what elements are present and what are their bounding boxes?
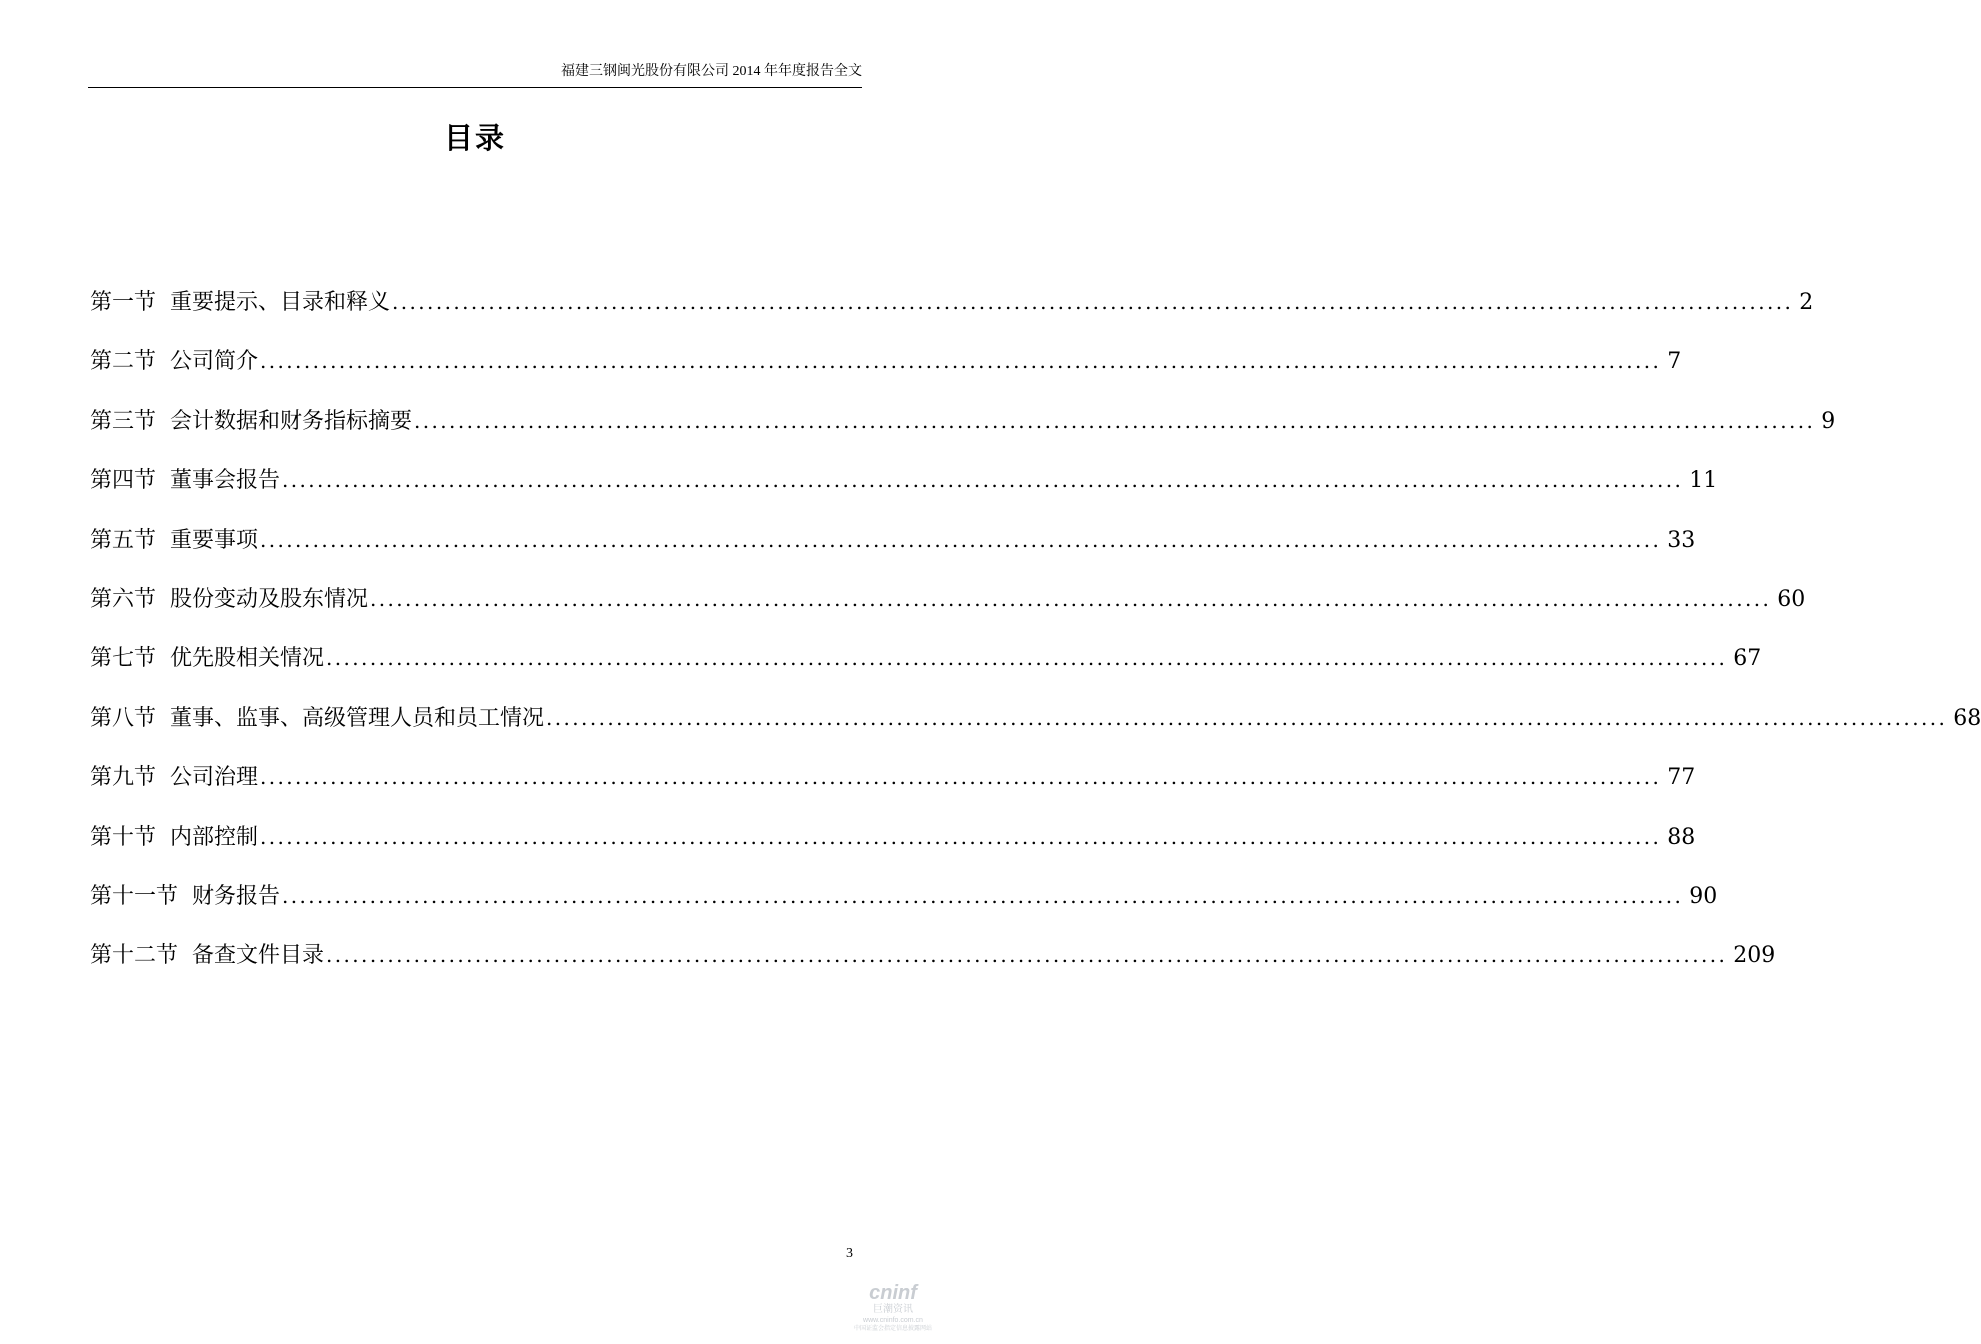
toc-page-number: 90 [1689, 883, 1718, 909]
toc-page-number: 88 [1667, 824, 1696, 850]
watermark-subtitle: 巨潮资讯 [873, 1304, 913, 1315]
watermark-logo: cninf [869, 1282, 917, 1304]
toc-section-number: 第七节 [90, 646, 157, 672]
toc-entry-4[interactable] [90, 460, 1718, 519]
running-header: 福建三钢闽光股份有限公司 2014 年年度报告全文 [561, 64, 862, 79]
page-title: 目录 [443, 121, 506, 155]
toc-entry-5[interactable] [90, 520, 1696, 579]
toc-section-number: 第一节 [90, 290, 157, 315]
toc-page-number: 33 [1667, 527, 1696, 553]
toc-section-title: 董事、监事、高级管理人员和员工情况 [170, 705, 545, 731]
toc-page-number: 2 [1799, 290, 1814, 315]
toc-section-number: 第五节 [90, 527, 157, 553]
header-divider [88, 87, 862, 88]
toc-page-number: 7 [1667, 349, 1682, 375]
toc-page-number: 209 [1733, 943, 1776, 969]
toc-dot-leader: ................................................................................................................................................................ [260, 527, 1662, 552]
toc-dot-leader: ................................................................................................................................................................ [282, 883, 1684, 908]
toc-dot-leader: ................................................................................................................................................................ [260, 824, 1662, 849]
toc-section-title: 董事会报告 [170, 468, 281, 494]
cninfo-watermark [838, 1282, 948, 1340]
toc-section-title: 重要提示、目录和释义 [170, 290, 391, 315]
toc-entry-2[interactable] [90, 341, 1682, 400]
toc-page-number: 60 [1777, 586, 1806, 612]
toc-entry-6[interactable] [90, 579, 1806, 638]
toc-dot-leader: ................................................................................................................................................................ [326, 646, 1728, 671]
toc-dot-leader: ................................................................................................................................................................ [260, 349, 1662, 374]
toc-section-number: 第八节 [90, 705, 157, 731]
toc-entry-3[interactable] [90, 401, 1836, 460]
toc-entry-1[interactable] [90, 282, 1814, 341]
toc-dot-leader: ................................................................................................................................................................ [282, 468, 1684, 493]
toc-dot-leader: ................................................................................................................................................................ [546, 705, 1948, 730]
toc-section-title: 优先股相关情况 [170, 646, 325, 672]
toc-section-title: 会计数据和财务指标摘要 [170, 408, 413, 434]
toc-page-number: 9 [1821, 408, 1836, 434]
toc-section-number: 第二节 [90, 349, 157, 375]
toc-entry-11[interactable] [90, 876, 1718, 935]
toc-dot-leader: ................................................................................................................................................................ [370, 586, 1772, 611]
toc-section-number: 第六节 [90, 586, 157, 612]
table-of-contents [90, 282, 1981, 995]
toc-page-number: 68 [1953, 705, 1981, 731]
toc-entry-7[interactable] [90, 638, 1762, 697]
toc-dot-leader: ................................................................................................................................................................ [326, 943, 1728, 968]
toc-entry-12[interactable] [90, 935, 1776, 994]
toc-section-number: 第十二节 [90, 943, 179, 969]
toc-section-number: 第三节 [90, 408, 157, 434]
toc-section-title: 公司治理 [170, 765, 259, 791]
page-number: 3 [846, 1246, 853, 1261]
watermark-url: www.cninfo.com.cn [863, 1317, 923, 1324]
toc-section-title: 公司简介 [170, 349, 259, 375]
toc-entry-9[interactable] [90, 757, 1696, 816]
toc-dot-leader: ................................................................................................................................................................ [392, 290, 1794, 314]
toc-section-number: 第十节 [90, 824, 157, 850]
toc-section-number: 第四节 [90, 468, 157, 494]
toc-section-title: 内部控制 [170, 824, 259, 850]
toc-dot-leader: ................................................................................................................................................................ [414, 408, 1816, 433]
toc-section-number: 第九节 [90, 765, 157, 791]
toc-dot-leader: ................................................................................................................................................................ [260, 765, 1662, 790]
watermark-caption: 中国证监会指定信息披露网站 [853, 1326, 932, 1332]
toc-section-title: 备查文件目录 [192, 943, 325, 969]
toc-page-number: 77 [1667, 765, 1696, 791]
toc-entry-10[interactable] [90, 817, 1696, 876]
toc-section-number: 第十一节 [90, 883, 179, 909]
toc-section-title: 重要事项 [170, 527, 259, 553]
toc-entry-8[interactable] [90, 698, 1981, 757]
toc-page-number: 11 [1689, 468, 1718, 494]
toc-page-number: 67 [1733, 646, 1762, 672]
toc-section-title: 财务报告 [192, 883, 281, 909]
toc-section-title: 股份变动及股东情况 [170, 586, 369, 612]
